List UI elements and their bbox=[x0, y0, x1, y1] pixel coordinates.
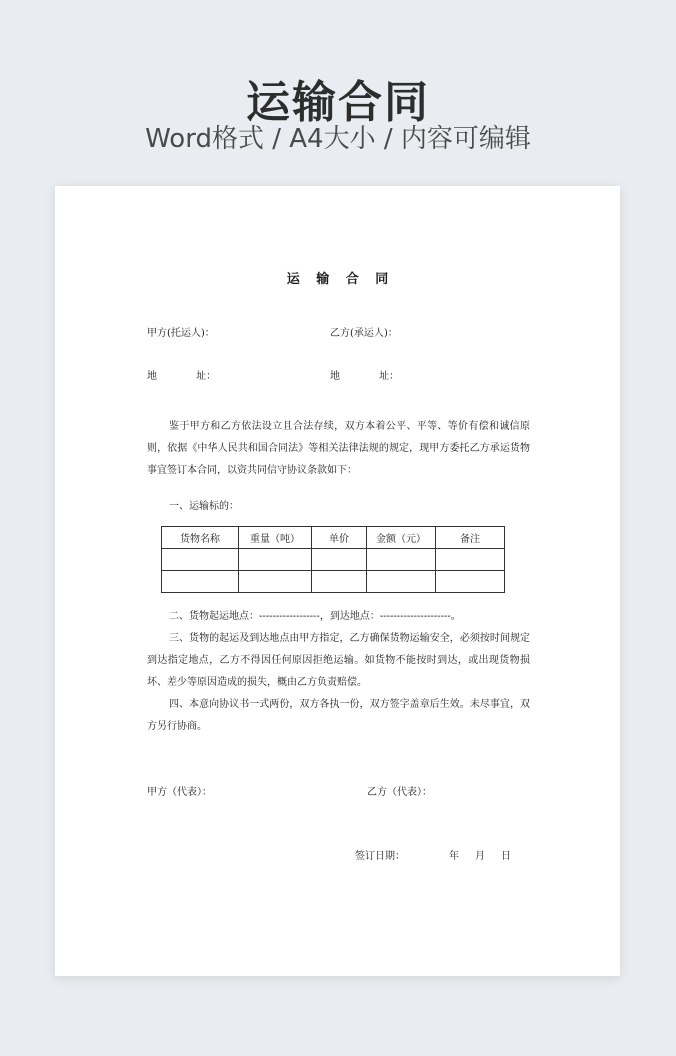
table-cell bbox=[239, 549, 312, 571]
table-cell bbox=[367, 549, 436, 571]
goods-table bbox=[161, 526, 505, 593]
table-header-row bbox=[162, 527, 505, 549]
col-weight: 重量（吨） bbox=[239, 527, 312, 549]
table-cell bbox=[367, 571, 436, 593]
col-goods-name: 货物名称 bbox=[162, 527, 239, 549]
table-cell bbox=[436, 549, 505, 571]
date-year: 年 bbox=[449, 851, 459, 862]
table-cell bbox=[162, 549, 239, 571]
party-a-address-label: 地 址： bbox=[147, 371, 217, 382]
date-month: 月 bbox=[475, 851, 485, 862]
table-row bbox=[162, 571, 505, 593]
document-title: 运 输 合 同 bbox=[286, 272, 395, 287]
date-day: 日 bbox=[501, 851, 511, 862]
section-transport-subject: 一、运输标的： bbox=[169, 501, 239, 512]
signing-date bbox=[355, 847, 511, 862]
col-unit-price: 单价 bbox=[312, 527, 367, 549]
signing-date-label: 签订日期： bbox=[355, 851, 405, 862]
col-amount: 金额（元） bbox=[367, 527, 436, 549]
table-cell bbox=[312, 549, 367, 571]
page-title: 运输合同 bbox=[246, 77, 430, 128]
clause-pickup-destination: 二、货物起运地点：------------------，到达地点：---------------------。 bbox=[169, 611, 461, 622]
intro-paragraph: 鉴于甲方和乙方依法设立且合法存续，双方本着公平、平等、等价有偿和诚信原则，依据《中华人民共和国合同法》等相关法律法规的规定，现甲方委托乙方承运货物事宜签订本合同，以资共同信守协议条款如下： bbox=[147, 421, 530, 476]
party-b-address-label: 地 址： bbox=[330, 371, 400, 382]
document-page bbox=[55, 186, 620, 976]
clause-agreement-copies: 四、本意向协议书一式两份，双方各执一份，双方签字盖章后生效。未尽事宜，双方另行协商。 bbox=[147, 699, 530, 732]
party-a-label: 甲方(托运人)： bbox=[147, 328, 215, 339]
page-subtitle: Word格式 / A4大小 / 内容可编辑 bbox=[145, 124, 531, 154]
clause-transport-responsibility: 三、货物的起运及到达地点由甲方指定，乙方确保货物运输安全，必须按时间规定到达指定地点，乙方不得因任何原因拒绝运输。如货物不能按时到达，或出现货物损坏、差少等原因造成的损失，概由乙方负责赔偿。 bbox=[147, 633, 530, 688]
col-remarks: 备注 bbox=[436, 527, 505, 549]
party-b-label: 乙方(承运人)： bbox=[330, 328, 398, 339]
party-a-signature-label: 甲方（代表）： bbox=[147, 787, 212, 798]
party-b-signature-label: 乙方（代表）： bbox=[367, 787, 432, 798]
table-cell bbox=[239, 571, 312, 593]
table-cell bbox=[436, 571, 505, 593]
table-cell bbox=[162, 571, 239, 593]
table-row bbox=[162, 549, 505, 571]
table-cell bbox=[312, 571, 367, 593]
